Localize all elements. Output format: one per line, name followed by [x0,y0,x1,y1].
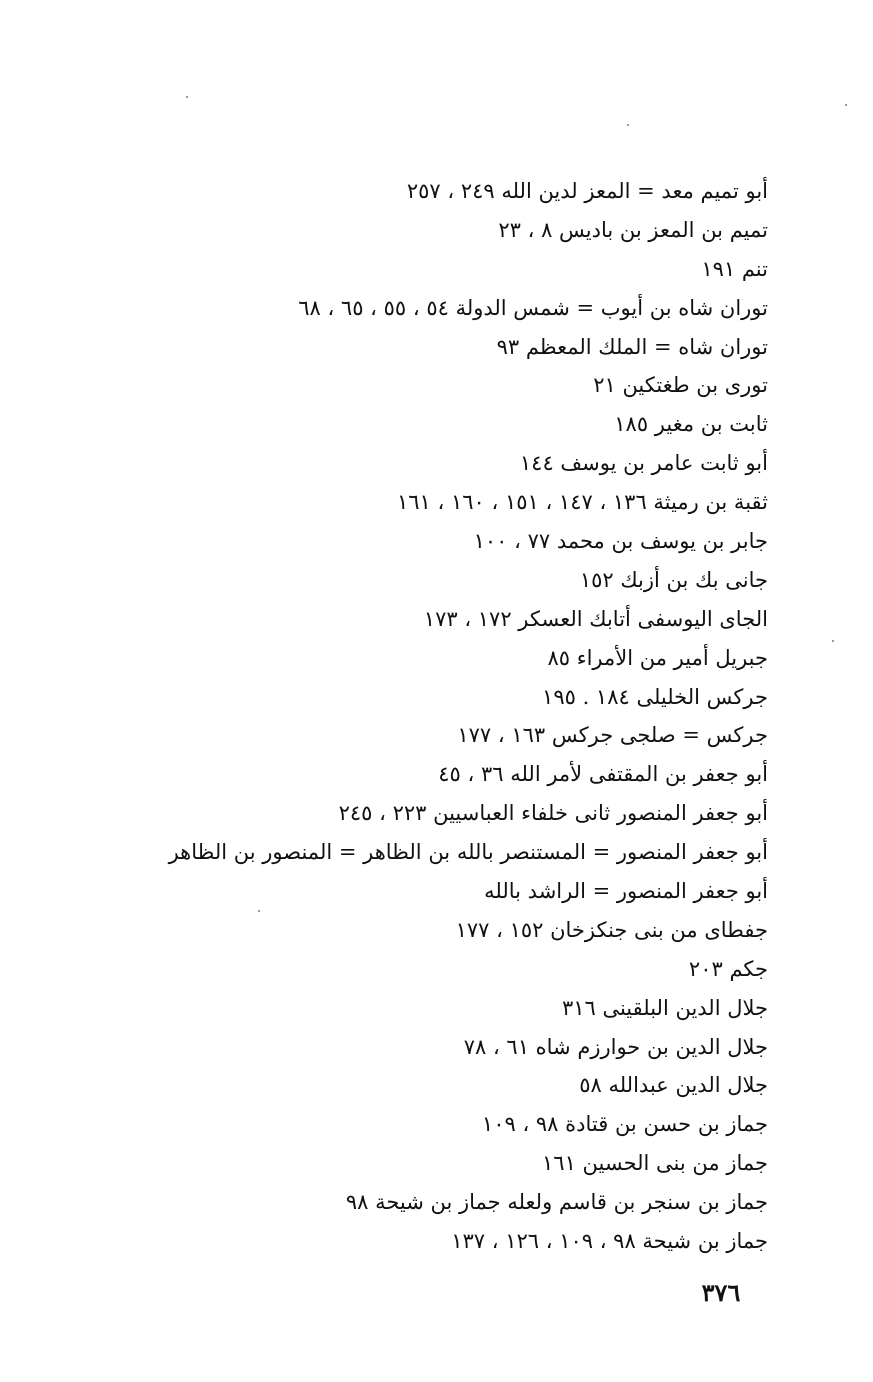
index-entry: جركس = صلجى جركس ١٦٣ ، ١٧٧ [457,723,768,748]
scan-speck [845,104,847,106]
index-entry: جكم ٢٠٣ [688,956,768,981]
index-entry: أبو جعفر المنصور = المستنصر بالله بن الظاهر = المنصور بن الظاهر [168,840,768,865]
scan-speck [186,96,188,98]
index-entry: ثابت بن مغير ١٨٥ [614,412,768,437]
index-entry: جماز بن شيحة ٩٨ ، ١٠٩ ، ١٢٦ ، ١٣٧ [451,1229,768,1254]
scan-speck [258,910,260,912]
index-entry: تميم بن المعز بن باديس ٨ ، ٢٣ [498,217,768,242]
index-entries [68,172,768,1261]
index-entry: جماز بن سنجر بن قاسم ولعله جماز بن شيحة ٩٨ [345,1190,768,1215]
index-entry: جلال الدين بن حوارزم شاه ٦١ ، ٧٨ [463,1034,768,1059]
index-entry: جابر بن يوسف بن محمد ٧٧ ، ١٠٠ [473,529,768,554]
index-entry: ثقبة بن رميثة ١٣٦ ، ١٤٧ ، ١٥١ ، ١٦٠ ، ١٦١ [396,490,768,515]
scan-speck [627,124,629,126]
index-entry: جماز من بنى الحسين ١٦١ [542,1151,768,1176]
index-entry: أبو جعفر المنصور = الراشد بالله [484,879,768,904]
index-entry: جلال الدين البلقينى ٣١٦ [561,995,768,1020]
scan-speck [832,640,834,642]
index-entry: توران شاه = الملك المعظم ٩٣ [496,334,768,359]
page-number: ٣٧٦ [701,1278,741,1307]
index-entry: تنم ١٩١ [701,256,768,281]
index-entry: جفطاى من بنى جنكزخان ١٥٢ ، ١٧٧ [455,917,768,942]
index-entry: جلال الدين عبدالله ٥٨ [579,1073,768,1098]
index-entry: أبو جعفر المنصور ثانى خلفاء العباسيين ٢٢٣ ، ٢٤٥ [338,801,768,826]
index-entry: جبريل أمير من الأمراء ٨٥ [547,645,768,670]
index-entry: توران شاه بن أيوب = شمس الدولة ٥٤ ، ٥٥ ، ٦٥ ، ٦٨ [298,295,768,320]
index-entry: أبو تميم معد = المعز لدين الله ٢٤٩ ، ٢٥٧ [406,179,768,203]
index-entry: جانى بك بن أزبك ١٥٢ [579,567,768,592]
index-entry: الجاى اليوسفى أتابك العسكر ١٧٢ ، ١٧٣ [423,606,768,631]
index-entry: جركس الخليلى ١٨٤ . ١٩٥ [542,684,768,709]
index-entry: جماز بن حسن بن قتادة ٩٨ ، ١٠٩ [481,1112,768,1137]
index-entry: أبو جعفر بن المقتفى لأمر الله ٣٦ ، ٤٥ [438,762,768,787]
index-entry: أبو ثابت عامر بن يوسف ١٤٤ [519,451,768,476]
index-entry: تورى بن طغتكين ٢١ [593,373,768,398]
